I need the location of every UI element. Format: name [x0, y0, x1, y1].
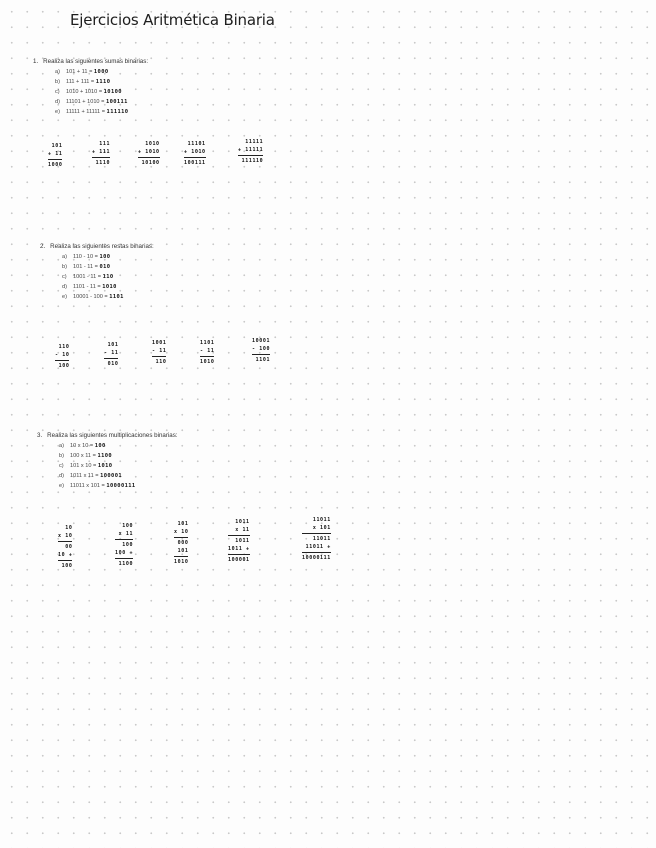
partial-1: 00	[65, 544, 73, 550]
exercise-expression: 11011 x 101 =	[70, 483, 105, 489]
exercise-answer: 1000	[93, 69, 109, 75]
operand-1: 100	[122, 523, 134, 529]
operand-2: + 1010	[184, 149, 206, 155]
exercise-item	[33, 87, 148, 97]
partial-1: 1011	[235, 538, 250, 544]
operand-1: 11111	[245, 139, 264, 145]
result: 100111	[184, 160, 206, 166]
operand-2: x 10	[174, 529, 189, 535]
operand-2: + 1010	[138, 149, 160, 155]
operand-1: 11101	[187, 141, 206, 147]
exercise-item	[37, 451, 178, 461]
exercise-letter: e)	[59, 483, 64, 489]
result-rule	[48, 159, 62, 160]
exercise-answer: 10000111	[106, 483, 136, 489]
exercise-letter: b)	[59, 453, 64, 459]
work-sum-e	[238, 138, 263, 165]
exercise-letter: c)	[59, 463, 64, 469]
exercise-answer: 10100	[103, 89, 122, 95]
work-mul-a	[58, 524, 72, 570]
section-heading-text: Realiza las siguientes restas binarias:	[50, 243, 154, 250]
partial-rule	[302, 533, 331, 534]
operand-2: - 10	[55, 352, 70, 358]
partial-1: 100	[122, 542, 134, 548]
exercise-item	[40, 272, 154, 282]
section-number: 1.	[33, 58, 39, 65]
partial-2: 100 +	[115, 550, 134, 556]
result-rule	[92, 157, 110, 158]
result: 1010	[200, 359, 215, 365]
operand-1: 101	[177, 521, 189, 527]
section-heading	[33, 58, 148, 65]
result: 10000111	[302, 555, 331, 561]
result: 1000	[48, 162, 63, 168]
partial-2: 1011 +	[228, 546, 250, 552]
operand-2: x 11	[235, 527, 250, 533]
result: 10100	[141, 160, 160, 166]
result-rule	[200, 356, 214, 357]
exercise-item	[37, 471, 178, 481]
exercise-item	[33, 97, 148, 107]
exercise-answer: 1010	[102, 284, 117, 290]
result: 100	[61, 563, 73, 569]
exercise-expression: 110 - 10 =	[73, 254, 98, 260]
operand-2: + 11	[48, 151, 63, 157]
result-rule	[104, 358, 118, 359]
work-sum-c	[138, 140, 160, 167]
operand-2: - 11	[104, 350, 119, 356]
exercise-item	[37, 481, 178, 491]
operand-1: 1010	[145, 141, 160, 147]
operand-1: 1101	[200, 340, 215, 346]
work-mul-c	[174, 520, 188, 566]
exercise-letter: d)	[55, 99, 60, 105]
operand-2: - 100	[252, 346, 271, 352]
exercise-expression: 101 x 10 =	[70, 463, 97, 469]
result: 100001	[228, 557, 250, 563]
operand-1: 101	[107, 342, 119, 348]
operand-1: 11011	[312, 517, 331, 523]
exercise-answer: 100	[94, 443, 106, 449]
partial-1: 000	[177, 540, 189, 546]
exercise-letter: c)	[55, 89, 60, 95]
exercise-expression: 101 + 11 =	[66, 69, 93, 75]
exercise-letter: c)	[62, 274, 67, 280]
section-number: 3.	[37, 432, 43, 439]
operand-1: 101	[51, 143, 63, 149]
operand-2: - 11	[200, 348, 215, 354]
exercise-answer: 1100	[97, 453, 113, 459]
exercise-letter: d)	[59, 473, 64, 479]
exercise-answer: 100	[99, 254, 111, 260]
operand-1: 10	[65, 525, 73, 531]
work-sum-b	[92, 140, 110, 167]
partial-rule	[115, 539, 133, 540]
exercise-expression: 11101 + 1010 =	[66, 99, 105, 105]
exercise-expression: 100 x 11 =	[70, 453, 96, 459]
operand-2: x 10	[58, 533, 73, 539]
operand-2: + 111	[92, 149, 111, 155]
work-sub-e	[252, 337, 270, 364]
exercise-letter: a)	[62, 254, 67, 260]
section-heading-text: Realiza las siguientes multiplicaciones binarias:	[47, 432, 178, 439]
work-sub-c	[152, 339, 166, 366]
result-rule	[238, 155, 263, 156]
partial-2: 11011 +	[305, 544, 331, 550]
exercise-item	[40, 282, 154, 292]
partial-2: 101	[177, 548, 189, 554]
operand-1: 1011	[235, 519, 250, 525]
exercise-expression: 11111 + 11111 =	[66, 109, 105, 115]
work-sum-a	[48, 142, 62, 169]
operand-1: 111	[99, 141, 111, 147]
section-sums	[33, 58, 148, 117]
operand-1: 10001	[252, 338, 271, 344]
partial-rule	[58, 541, 72, 542]
exercise-expression: 1001 - 11 =	[73, 274, 102, 280]
operand-2: - 11	[152, 348, 167, 354]
exercise-item	[33, 107, 148, 117]
exercise-answer: 1010	[97, 463, 113, 469]
exercise-expression: 10 x 10 =	[70, 443, 94, 449]
section-heading-text: Realiza las siguientes sumas binarias:	[43, 58, 149, 65]
section-heading	[40, 243, 154, 250]
partial-rule	[228, 535, 250, 536]
work-mul-e	[302, 516, 331, 562]
work-mul-d	[228, 518, 250, 564]
exercise-item	[40, 262, 154, 272]
work-sub-a	[55, 343, 69, 370]
work-sub-b	[104, 341, 118, 368]
operand-2: x 101	[312, 525, 331, 531]
exercise-expression: 1101 - 11 =	[73, 284, 101, 290]
result-rule	[115, 558, 133, 559]
result: 111110	[241, 158, 264, 164]
exercise-letter: d)	[62, 284, 67, 290]
section-subtractions	[40, 243, 154, 302]
result: 1010	[174, 559, 189, 565]
section-number: 2.	[40, 243, 46, 250]
section-heading	[37, 432, 178, 439]
operand-1: 110	[58, 344, 70, 350]
partial-rule	[174, 537, 188, 538]
result-rule	[184, 157, 206, 158]
exercise-answer: 100001	[100, 473, 122, 479]
exercise-expression: 111 + 111 =	[66, 79, 95, 85]
exercise-answer: 1101	[109, 294, 124, 300]
result: 1110	[95, 160, 111, 166]
exercise-letter: b)	[62, 264, 67, 270]
exercise-letter: e)	[55, 109, 60, 115]
result: 1100	[118, 561, 134, 567]
exercise-expression: 1011 x 11 =	[70, 473, 99, 479]
exercise-letter: a)	[55, 69, 60, 75]
exercise-expression: 101 - 11 =	[73, 264, 98, 270]
exercise-expression: 1010 + 1010 =	[66, 89, 103, 95]
exercise-item	[37, 441, 178, 451]
exercise-answer: 110	[102, 274, 114, 280]
exercise-answer: 111110	[106, 109, 129, 115]
exercise-item	[37, 461, 178, 471]
operand-2: x 11	[118, 531, 134, 537]
partial-1: 11011	[312, 536, 331, 542]
exercise-answer: 010	[99, 264, 111, 270]
result-rule	[302, 552, 331, 553]
result-rule	[58, 560, 72, 561]
result: 010	[107, 361, 119, 367]
exercise-letter: a)	[59, 443, 64, 449]
work-mul-b	[115, 522, 133, 568]
exercise-item	[40, 292, 154, 302]
result: 110	[155, 359, 167, 365]
result-rule	[252, 354, 270, 355]
page-title: Ejercicios Aritmética Binaria	[70, 11, 275, 29]
result-rule	[228, 554, 250, 555]
exercise-answer: 1110	[95, 79, 111, 85]
result-rule	[152, 356, 166, 357]
exercise-expression: 10001 - 100 =	[73, 294, 108, 300]
result: 1101	[255, 357, 271, 363]
work-sub-d	[200, 339, 214, 366]
operand-1: 1001	[152, 340, 167, 346]
partial-2: 10 +	[58, 552, 73, 558]
result-rule	[55, 360, 69, 361]
result-rule	[138, 157, 160, 158]
result-rule	[174, 556, 188, 557]
exercise-item	[40, 252, 154, 262]
result: 100	[58, 363, 70, 369]
exercise-answer: 100111	[105, 99, 128, 105]
exercise-letter: e)	[62, 294, 67, 300]
exercise-item	[33, 77, 148, 87]
exercise-item	[33, 67, 148, 77]
exercise-letter: b)	[55, 79, 60, 85]
section-multiplications	[37, 432, 178, 491]
work-sum-d	[184, 140, 206, 167]
operand-2: + 11111	[238, 147, 264, 153]
